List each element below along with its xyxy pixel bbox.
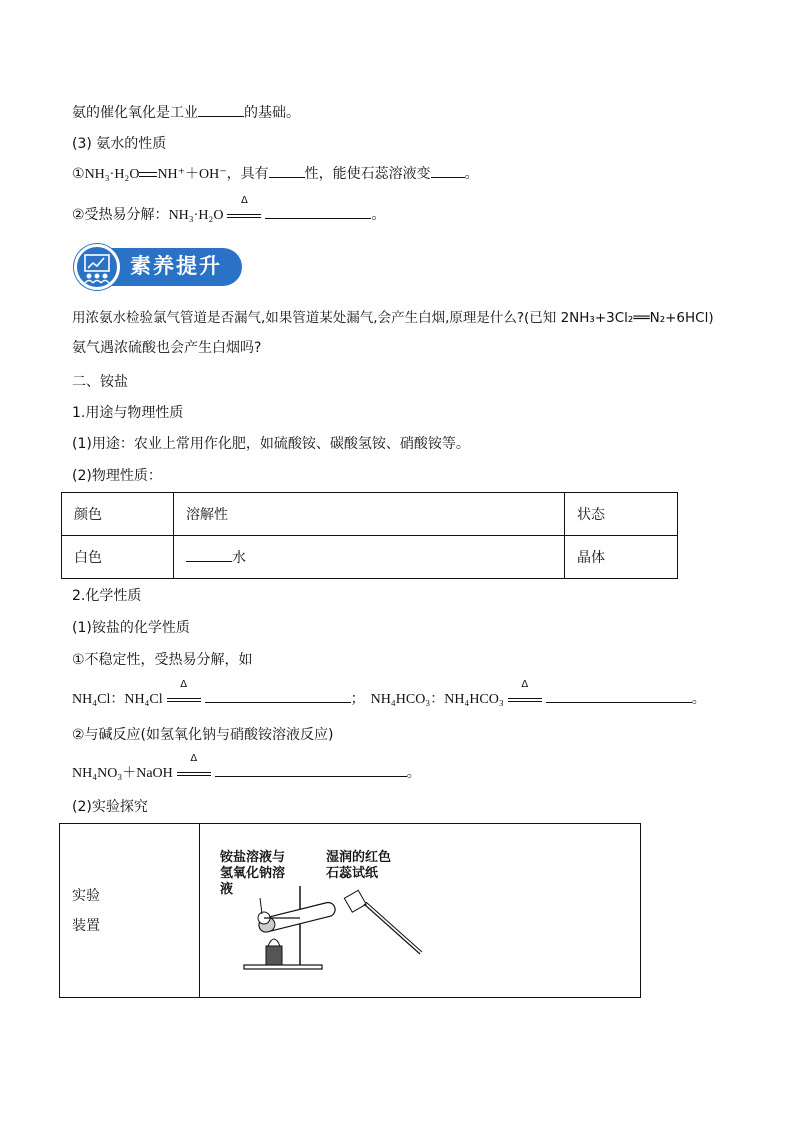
item-number: ① bbox=[72, 166, 85, 182]
answer-blank[interactable] bbox=[269, 163, 305, 178]
use-line bbox=[72, 434, 470, 454]
question-text-2: 氨气遇浓硫酸也会产生白烟吗? bbox=[72, 340, 262, 356]
line4-prefix: ②受热易分解： bbox=[72, 207, 169, 223]
answer-blank[interactable] bbox=[215, 762, 407, 777]
line3-mid: ，具有 bbox=[226, 166, 269, 182]
heat-symbol: Δ bbox=[180, 679, 188, 690]
experiment-label-cell bbox=[60, 824, 200, 998]
experiment-heading-text: (2)实验探究 bbox=[72, 799, 148, 815]
lab-apparatus-icon bbox=[230, 874, 490, 994]
ammonia-water-heading-text: (3) 氨水的性质 bbox=[72, 136, 167, 152]
cell-solubility bbox=[174, 536, 565, 579]
header-solubility: 溶解性 bbox=[174, 493, 565, 536]
reversible-arrow-icon bbox=[139, 172, 157, 177]
base-equation-end: 。 bbox=[406, 765, 421, 781]
question-line-1 bbox=[72, 308, 714, 328]
line3-end: 。 bbox=[464, 166, 479, 182]
table-row bbox=[62, 536, 678, 579]
decomposition-text: ①不稳定性，受热易分解，如 bbox=[72, 652, 253, 668]
ammonia-water-heading bbox=[72, 134, 166, 154]
cell-color: 白色 bbox=[62, 536, 174, 579]
base-reaction-text: ②与碱反应(如氢氧化钠与硝酸铵溶液反应) bbox=[72, 727, 334, 743]
base-reaction-equation bbox=[72, 753, 421, 784]
answer-blank[interactable] bbox=[205, 688, 351, 703]
heat-arrow-icon bbox=[508, 679, 542, 706]
heat-arrow-icon bbox=[177, 753, 211, 780]
physical-properties-table bbox=[61, 492, 678, 579]
fig-label-left-1: 铵盐溶液与 bbox=[220, 850, 286, 865]
line4-end: 。 bbox=[371, 207, 386, 223]
answer-blank[interactable] bbox=[198, 102, 244, 117]
banner-label: 素养提升 bbox=[130, 254, 222, 278]
physical-properties-line bbox=[72, 466, 162, 486]
equation-end: 。 bbox=[691, 691, 706, 707]
subsection-1 bbox=[72, 403, 183, 423]
text-line-catalytic-oxidation bbox=[72, 102, 300, 123]
chem-properties-line bbox=[72, 618, 190, 638]
ammonia-water-ionization-line bbox=[72, 163, 479, 185]
experiment-heading bbox=[72, 797, 148, 817]
experiment-table bbox=[59, 823, 641, 998]
nh4cl-label: NH₄Cl：NH₄Cl bbox=[72, 692, 163, 707]
section-banner bbox=[74, 244, 244, 290]
chem-properties-text: (1)铵盐的化学性质 bbox=[72, 620, 190, 636]
apparatus-figure bbox=[200, 824, 640, 997]
base-equation-formula: NH₄NO₃＋NaOH bbox=[72, 766, 173, 781]
fig-label-right-2: 石蕊试纸 bbox=[326, 866, 379, 881]
nh4hco3-label: NH₄HCO₃：NH₄HCO₃ bbox=[370, 692, 504, 707]
fig-label-left-3: 液 bbox=[220, 882, 234, 897]
line3-mid2: 性，能使石蕊溶液变 bbox=[304, 166, 431, 182]
header-state: 状态 bbox=[565, 493, 678, 536]
formula-ions: NH⁺＋OH⁻ bbox=[157, 167, 227, 182]
heat-arrow-icon bbox=[167, 679, 201, 706]
equation-separator: ； bbox=[350, 691, 365, 707]
heat-arrow-icon bbox=[227, 195, 261, 222]
answer-blank[interactable] bbox=[186, 547, 232, 562]
answer-blank[interactable] bbox=[265, 204, 371, 219]
formula-nh3h2o: NH₃·H₂O bbox=[84, 167, 140, 182]
experiment-figure-cell bbox=[200, 824, 641, 998]
solubility-text: 水 bbox=[232, 550, 246, 566]
answer-blank[interactable] bbox=[431, 163, 465, 178]
subsection-1-text: 1.用途与物理性质 bbox=[72, 405, 184, 421]
use-text: (1)用途：农业上常用作化肥，如硫酸铵、碳酸氢铵、硝酸铵等。 bbox=[72, 436, 470, 452]
base-reaction-line bbox=[72, 725, 333, 745]
section-title-text: 二、铵盐 bbox=[72, 374, 128, 390]
question-text-1: 用浓氨水检验氯气管道是否漏气,如果管道某处漏气,会产生白烟,原理是什么?(已知 2NH₃+3Cl₂══N₂+6HCl) bbox=[72, 310, 714, 326]
section-title bbox=[72, 372, 128, 392]
experiment-label-2: 装置 bbox=[72, 917, 100, 934]
physical-properties-text: (2)物理性质： bbox=[72, 468, 162, 484]
ammonia-water-decomposition-line bbox=[72, 195, 386, 226]
line1-text: 氨的催化氧化是工业 bbox=[72, 105, 198, 121]
fig-label-left-2: 氢氧化钠溶 bbox=[220, 866, 286, 881]
fig-label-right-1: 湿润的红色 bbox=[326, 850, 392, 865]
heat-symbol: Δ bbox=[241, 195, 248, 206]
line1-end: 的基础。 bbox=[244, 105, 300, 121]
subsection-2 bbox=[72, 586, 141, 606]
decomposition-line bbox=[72, 650, 253, 670]
cell-state: 晶体 bbox=[565, 536, 678, 579]
question-line-2 bbox=[72, 338, 261, 358]
people-chart-icon bbox=[74, 244, 120, 290]
formula-nh3h2o: NH₃·H₂O bbox=[168, 208, 224, 223]
table-row bbox=[60, 824, 641, 998]
heat-symbol: Δ bbox=[190, 753, 198, 764]
header-color: 颜色 bbox=[62, 493, 174, 536]
heat-symbol: Δ bbox=[521, 679, 529, 690]
experiment-label-1: 实验 bbox=[72, 887, 100, 904]
decomposition-equations bbox=[72, 679, 706, 710]
table-header-row bbox=[62, 493, 678, 536]
answer-blank[interactable] bbox=[546, 688, 692, 703]
subsection-2-text: 2.化学性质 bbox=[72, 588, 142, 604]
